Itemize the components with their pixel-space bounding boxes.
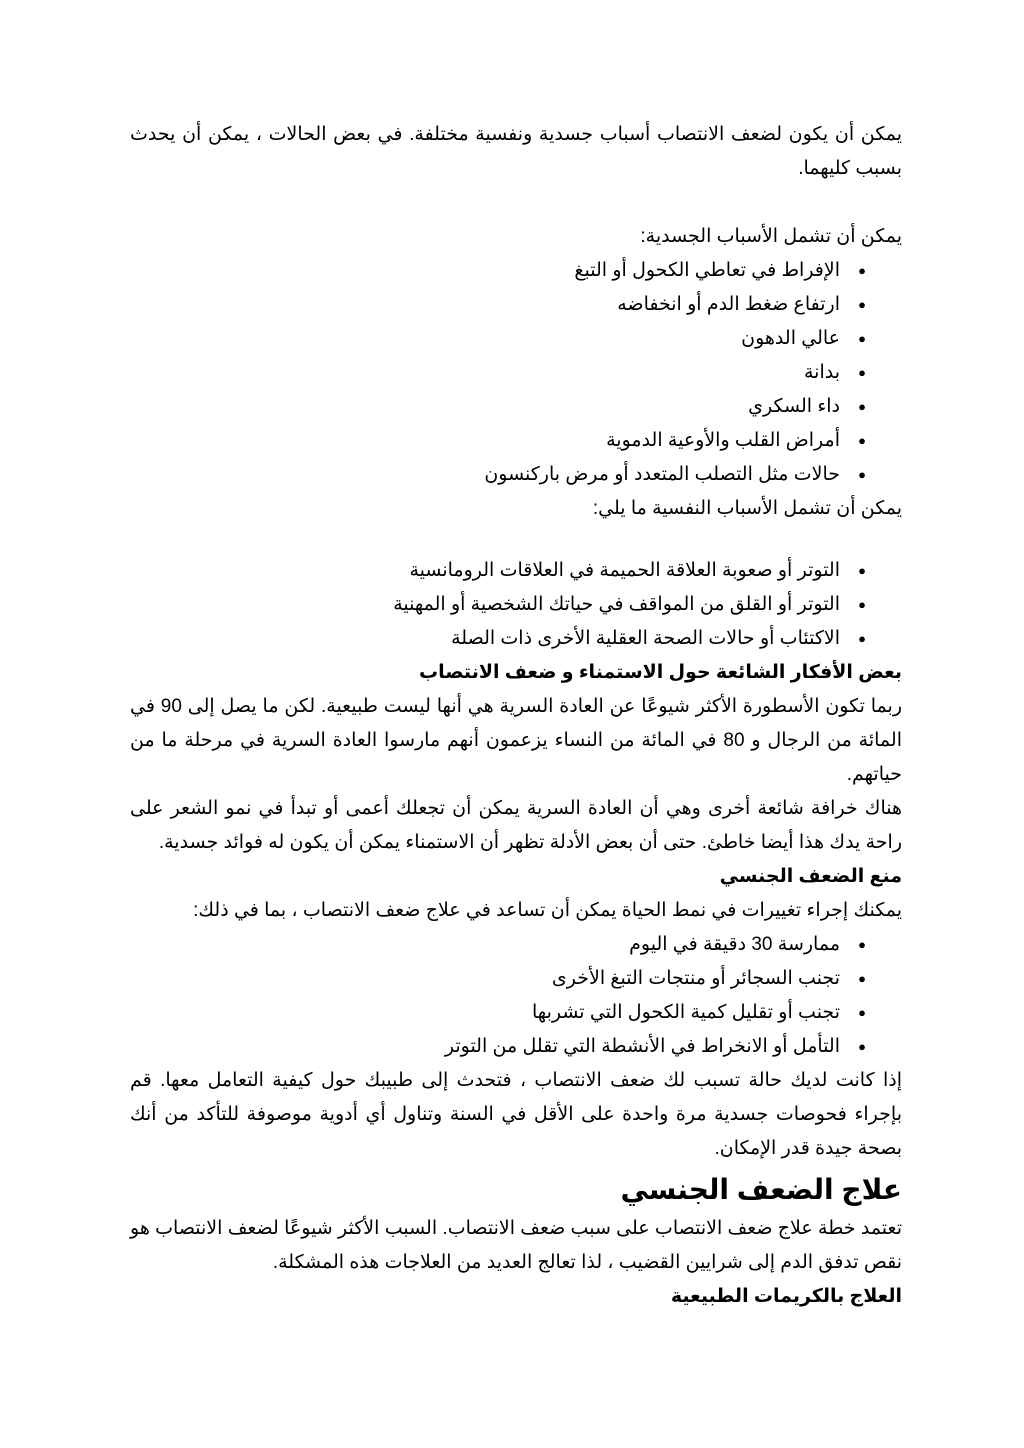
list-item: ● التوتر أو القلق من المواقف في حياتك الشخصية أو المهنية	[130, 588, 840, 622]
list-item: ● ارتفاع ضغط الدم أو انخفاضه	[130, 288, 840, 322]
bullet-icon: ●	[858, 563, 866, 578]
psychological-causes-heading: يمكن أن تشمل الأسباب النفسية ما يلي:	[592, 498, 902, 519]
intro-paragraph: يمكن أن يكون لضعف الانتصاب أسباب جسدية ونفسية مختلفة. في بعض الحالات ، يمكن أن يحدث بسبب كليهما.	[130, 124, 902, 179]
physical-causes-list	[130, 254, 902, 492]
physical-causes-heading: يمكن أن تشمل الأسباب الجسدية:	[640, 226, 902, 247]
bullet-icon: ●	[858, 263, 866, 278]
bullet-icon: ●	[858, 1039, 866, 1054]
document-page	[130, 118, 902, 1314]
bullet-icon: ●	[858, 631, 866, 646]
prevention-closing: إذا كانت لديك حالة تسبب لك ضعف الانتصاب ، فتحدث إلى طبيبك حول كيفية التعامل معها. قم بإجراء فحوصات جسدية مرة واحدة على الأقل في السنة وتناول أي أدوية موصوفة للتأكد من أنك بصحة جيدة قدر الإمكان.	[130, 1070, 902, 1159]
list-item: ● حالات مثل التصلب المتعدد أو مرض باركنسون	[130, 458, 840, 492]
myths-paragraph-1: ربما تكون الأسطورة الأكثر شيوعًا عن العادة السرية هي أنها ليست طبيعية. لكن ما يصل إلى 90 في المائة من الرجال و 80 في المائة من النساء يزعمون أنهم مارسوا العادة السرية في مرحلة ما من حياتهم.	[130, 696, 902, 785]
bullet-icon: ●	[858, 365, 866, 380]
list-item: ● تجنب السجائر أو منتجات التبغ الأخرى	[130, 962, 840, 996]
list-item: ● تجنب أو تقليل كمية الكحول التي تشربها	[130, 996, 840, 1030]
myths-paragraph-2: هناك خرافة شائعة أخرى وهي أن العادة السرية يمكن أن تجعلك أعمى أو تبدأ في نمو الشعر على راحة يدك هذا أيضا خاطئ. حتى أن بعض الأدلة تظهر أن الاستمناء يمكن أن يكون له فوائد جسدية.	[130, 798, 902, 853]
psychological-causes-list	[130, 554, 902, 656]
list-item: ● ممارسة 30 دقيقة في اليوم	[130, 928, 840, 962]
bullet-icon: ●	[858, 331, 866, 346]
treatment-subheading: العلاج بالكريمات الطبيعية	[670, 1286, 902, 1307]
list-item: ● الإفراط في تعاطي الكحول أو التبغ	[130, 254, 840, 288]
list-item: ● التأمل أو الانخراط في الأنشطة التي تقلل من التوتر	[130, 1030, 840, 1064]
bullet-icon: ●	[858, 971, 866, 986]
treatment-paragraph: تعتمد خطة علاج ضعف الانتصاب على سبب ضعف الانتصاب. السبب الأكثر شيوعًا لضعف الانتصاب هو نقص تدفق الدم إلى شرايين القضيب ، لذا تعالج العديد من العلاجات هذه المشكلة.	[130, 1218, 902, 1273]
bullet-icon: ●	[858, 937, 866, 952]
prevention-list	[130, 928, 902, 1064]
bullet-icon: ●	[858, 399, 866, 414]
list-item: ● داء السكري	[130, 390, 840, 424]
bullet-icon: ●	[858, 1005, 866, 1020]
bullet-icon: ●	[858, 597, 866, 612]
list-item: ● التوتر أو صعوبة العلاقة الحميمة في العلاقات الرومانسية	[130, 554, 840, 588]
myths-heading: بعض الأفكار الشائعة حول الاستمناء و ضعف الانتصاب	[418, 662, 902, 683]
bullet-icon: ●	[858, 467, 866, 482]
prevention-intro: يمكنك إجراء تغييرات في نمط الحياة يمكن أن تساعد في علاج ضعف الانتصاب ، بما في ذلك:	[193, 900, 902, 921]
list-item: ● عالي الدهون	[130, 322, 840, 356]
bullet-icon: ●	[858, 433, 866, 448]
prevention-heading: منع الضعف الجنسي	[719, 866, 902, 887]
list-item: ● بدانة	[130, 356, 840, 390]
list-item: ● الاكتئاب أو حالات الصحة العقلية الأخرى ذات الصلة	[130, 622, 840, 656]
bullet-icon: ●	[858, 297, 866, 312]
treatment-heading: علاج الضعف الجنسي	[620, 1174, 902, 1205]
list-item: ● أمراض القلب والأوعية الدموية	[130, 424, 840, 458]
